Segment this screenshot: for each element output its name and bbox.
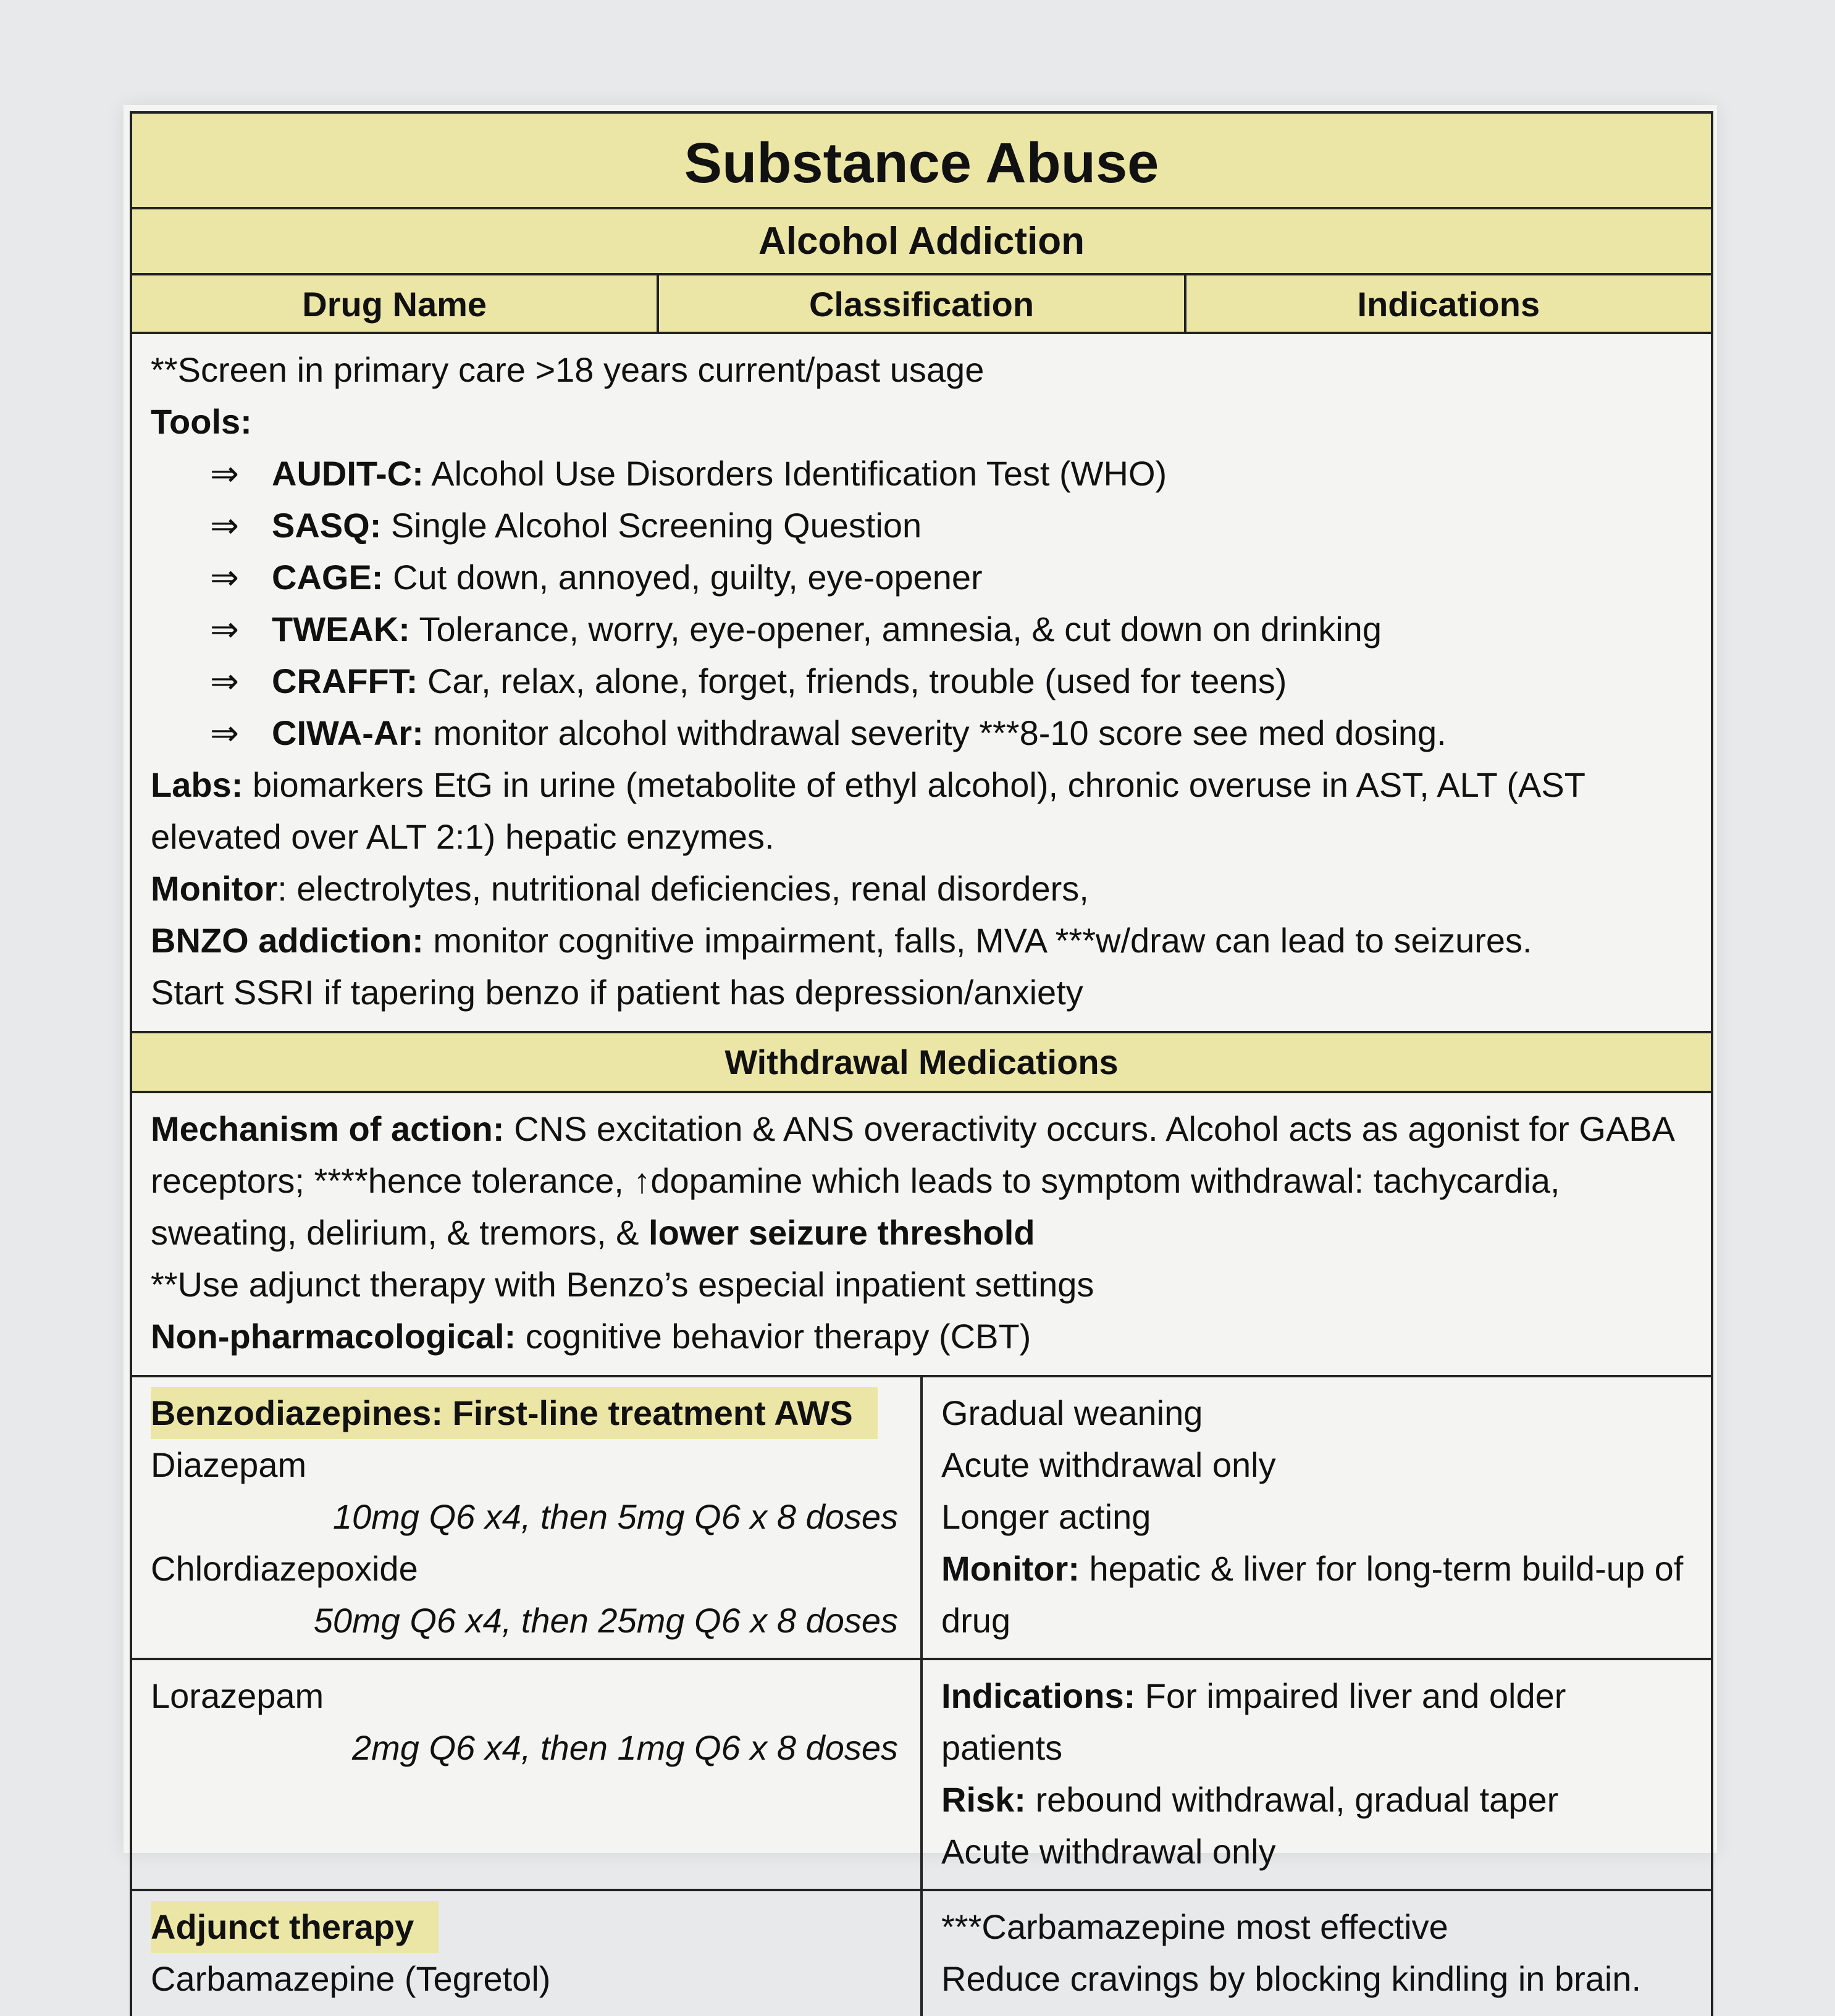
moa-paragraph: Mechanism of action: CNS excitation & ANS overactivity occurs. Alcohol acts as agonist for GABA receptors; ****hence tolerance, ↑dopamine which leads to symptom withdrawal: tachycardia, sweating, delirium, & tremors, & lower seizure threshold bbox=[151, 1109, 1673, 1252]
labs-line: Labs: biomarkers EtG in urine (metabolite of ethyl alcohol), chronic overuse in AST, ALT (AST elevated over ALT 2:1) hepatic enzymes. bbox=[151, 765, 1585, 856]
indications-note: Indications: For impaired liver and older patients bbox=[941, 1676, 1566, 1767]
monitor-line: Monitor: electrolytes, nutritional deficiencies, renal disorders, bbox=[151, 869, 1089, 908]
table-row bbox=[132, 1375, 1711, 1658]
indication-text: Gradual weaning bbox=[941, 1393, 1203, 1432]
indication-text: Reduce cravings by blocking kindling in brain. bbox=[941, 1959, 1642, 1998]
column-header-drug-name: Drug Name bbox=[302, 285, 487, 324]
tool-item: ⇒ AUDIT-C: Alcohol Use Disorders Identification Test (WHO) bbox=[151, 448, 1692, 500]
dose-text: 10mg Q6 x4, then 5mg Q6 x 8 doses bbox=[332, 1497, 898, 1536]
screening-block bbox=[132, 334, 1711, 1031]
column-headers bbox=[132, 275, 1711, 334]
adjunct-left-cell bbox=[132, 1891, 920, 2016]
table-row bbox=[132, 1658, 1711, 1889]
indication-text: Acute withdrawal only bbox=[941, 1832, 1276, 1871]
page-title: Substance Abuse bbox=[132, 114, 1711, 209]
drug-name: Lorazepam bbox=[151, 1676, 324, 1715]
lorazepam-right-cell bbox=[920, 1660, 1711, 1889]
adjunct-header: Adjunct therapy bbox=[151, 1901, 439, 1953]
benzo-header: Benzodiazepines: First-line treatment AWS bbox=[151, 1387, 878, 1439]
drug-name: Chlordiazepoxide bbox=[151, 1549, 418, 1588]
tool-item: ⇒ TWEAK: Tolerance, worry, eye-opener, amnesia, & cut down on drinking bbox=[151, 603, 1692, 655]
ssri-line: Start SSRI if tapering benzo if patient has depression/anxiety bbox=[151, 973, 1083, 1012]
arrow-icon: ⇒ bbox=[210, 713, 239, 752]
withdrawal-title: Withdrawal Medications bbox=[132, 1031, 1711, 1093]
screen-note: **Screen in primary care >18 years current/past usage bbox=[151, 350, 985, 389]
tool-item: ⇒ CRAFFT: Car, relax, alone, forget, friends, trouble (used for teens) bbox=[151, 655, 1692, 707]
benzo-right-cell bbox=[920, 1377, 1711, 1658]
indication-text: ***Carbamazepine most effective bbox=[941, 1907, 1448, 1946]
column-header-classification: Classification bbox=[657, 275, 1183, 332]
drug-table bbox=[130, 111, 1713, 2016]
tool-item: ⇒ CIWA-Ar: monitor alcohol withdrawal severity ***8-10 score see med dosing. bbox=[151, 707, 1692, 759]
risk-note: Risk: rebound withdrawal, gradual taper bbox=[941, 1780, 1559, 1819]
tools-label: Tools: bbox=[151, 402, 252, 441]
document-page bbox=[124, 105, 1717, 1998]
lorazepam-left-cell bbox=[132, 1660, 920, 1889]
arrow-icon: ⇒ bbox=[210, 506, 239, 545]
drug-name: Diazepam bbox=[151, 1445, 307, 1484]
column-header-indications: Indications bbox=[1184, 275, 1711, 332]
adjunct-note: **Use adjunct therapy with Benzo’s especial inpatient settings bbox=[151, 1265, 1094, 1304]
arrow-icon: ⇒ bbox=[210, 662, 239, 700]
indication-text: Longer acting bbox=[941, 1497, 1151, 1536]
mechanism-block bbox=[132, 1093, 1711, 1375]
benzo-left-cell bbox=[132, 1377, 920, 1658]
indication-text: Acute withdrawal only bbox=[941, 1445, 1276, 1484]
dose-text: 50mg Q6 x4, then 25mg Q6 x 8 doses bbox=[313, 1601, 898, 1640]
dose-text: 2mg Q6 x4, then 1mg Q6 x 8 doses bbox=[351, 1728, 898, 1767]
arrow-icon: ⇒ bbox=[210, 558, 239, 597]
adjunct-right-cell bbox=[920, 1891, 1711, 2016]
section-title: Alcohol Addiction bbox=[132, 209, 1711, 275]
drug-name: Carbamazepine (Tegretol) bbox=[151, 1959, 551, 1998]
table-row bbox=[132, 1889, 1711, 2016]
tool-item: ⇒ SASQ: Single Alcohol Screening Question bbox=[151, 500, 1692, 552]
arrow-icon: ⇒ bbox=[210, 610, 239, 649]
arrow-icon: ⇒ bbox=[210, 454, 239, 493]
tool-item: ⇒ CAGE: Cut down, annoyed, guilty, eye-opener bbox=[151, 552, 1692, 603]
bnzo-line: BNZO addiction: monitor cognitive impairment, falls, MVA ***w/draw can lead to seizures. bbox=[151, 921, 1532, 960]
monitor-note: Monitor: hepatic & liver for long-term build-up of drug bbox=[941, 1549, 1684, 1640]
nonpharm-line: Non-pharmacological: cognitive behavior therapy (CBT) bbox=[151, 1317, 1031, 1356]
